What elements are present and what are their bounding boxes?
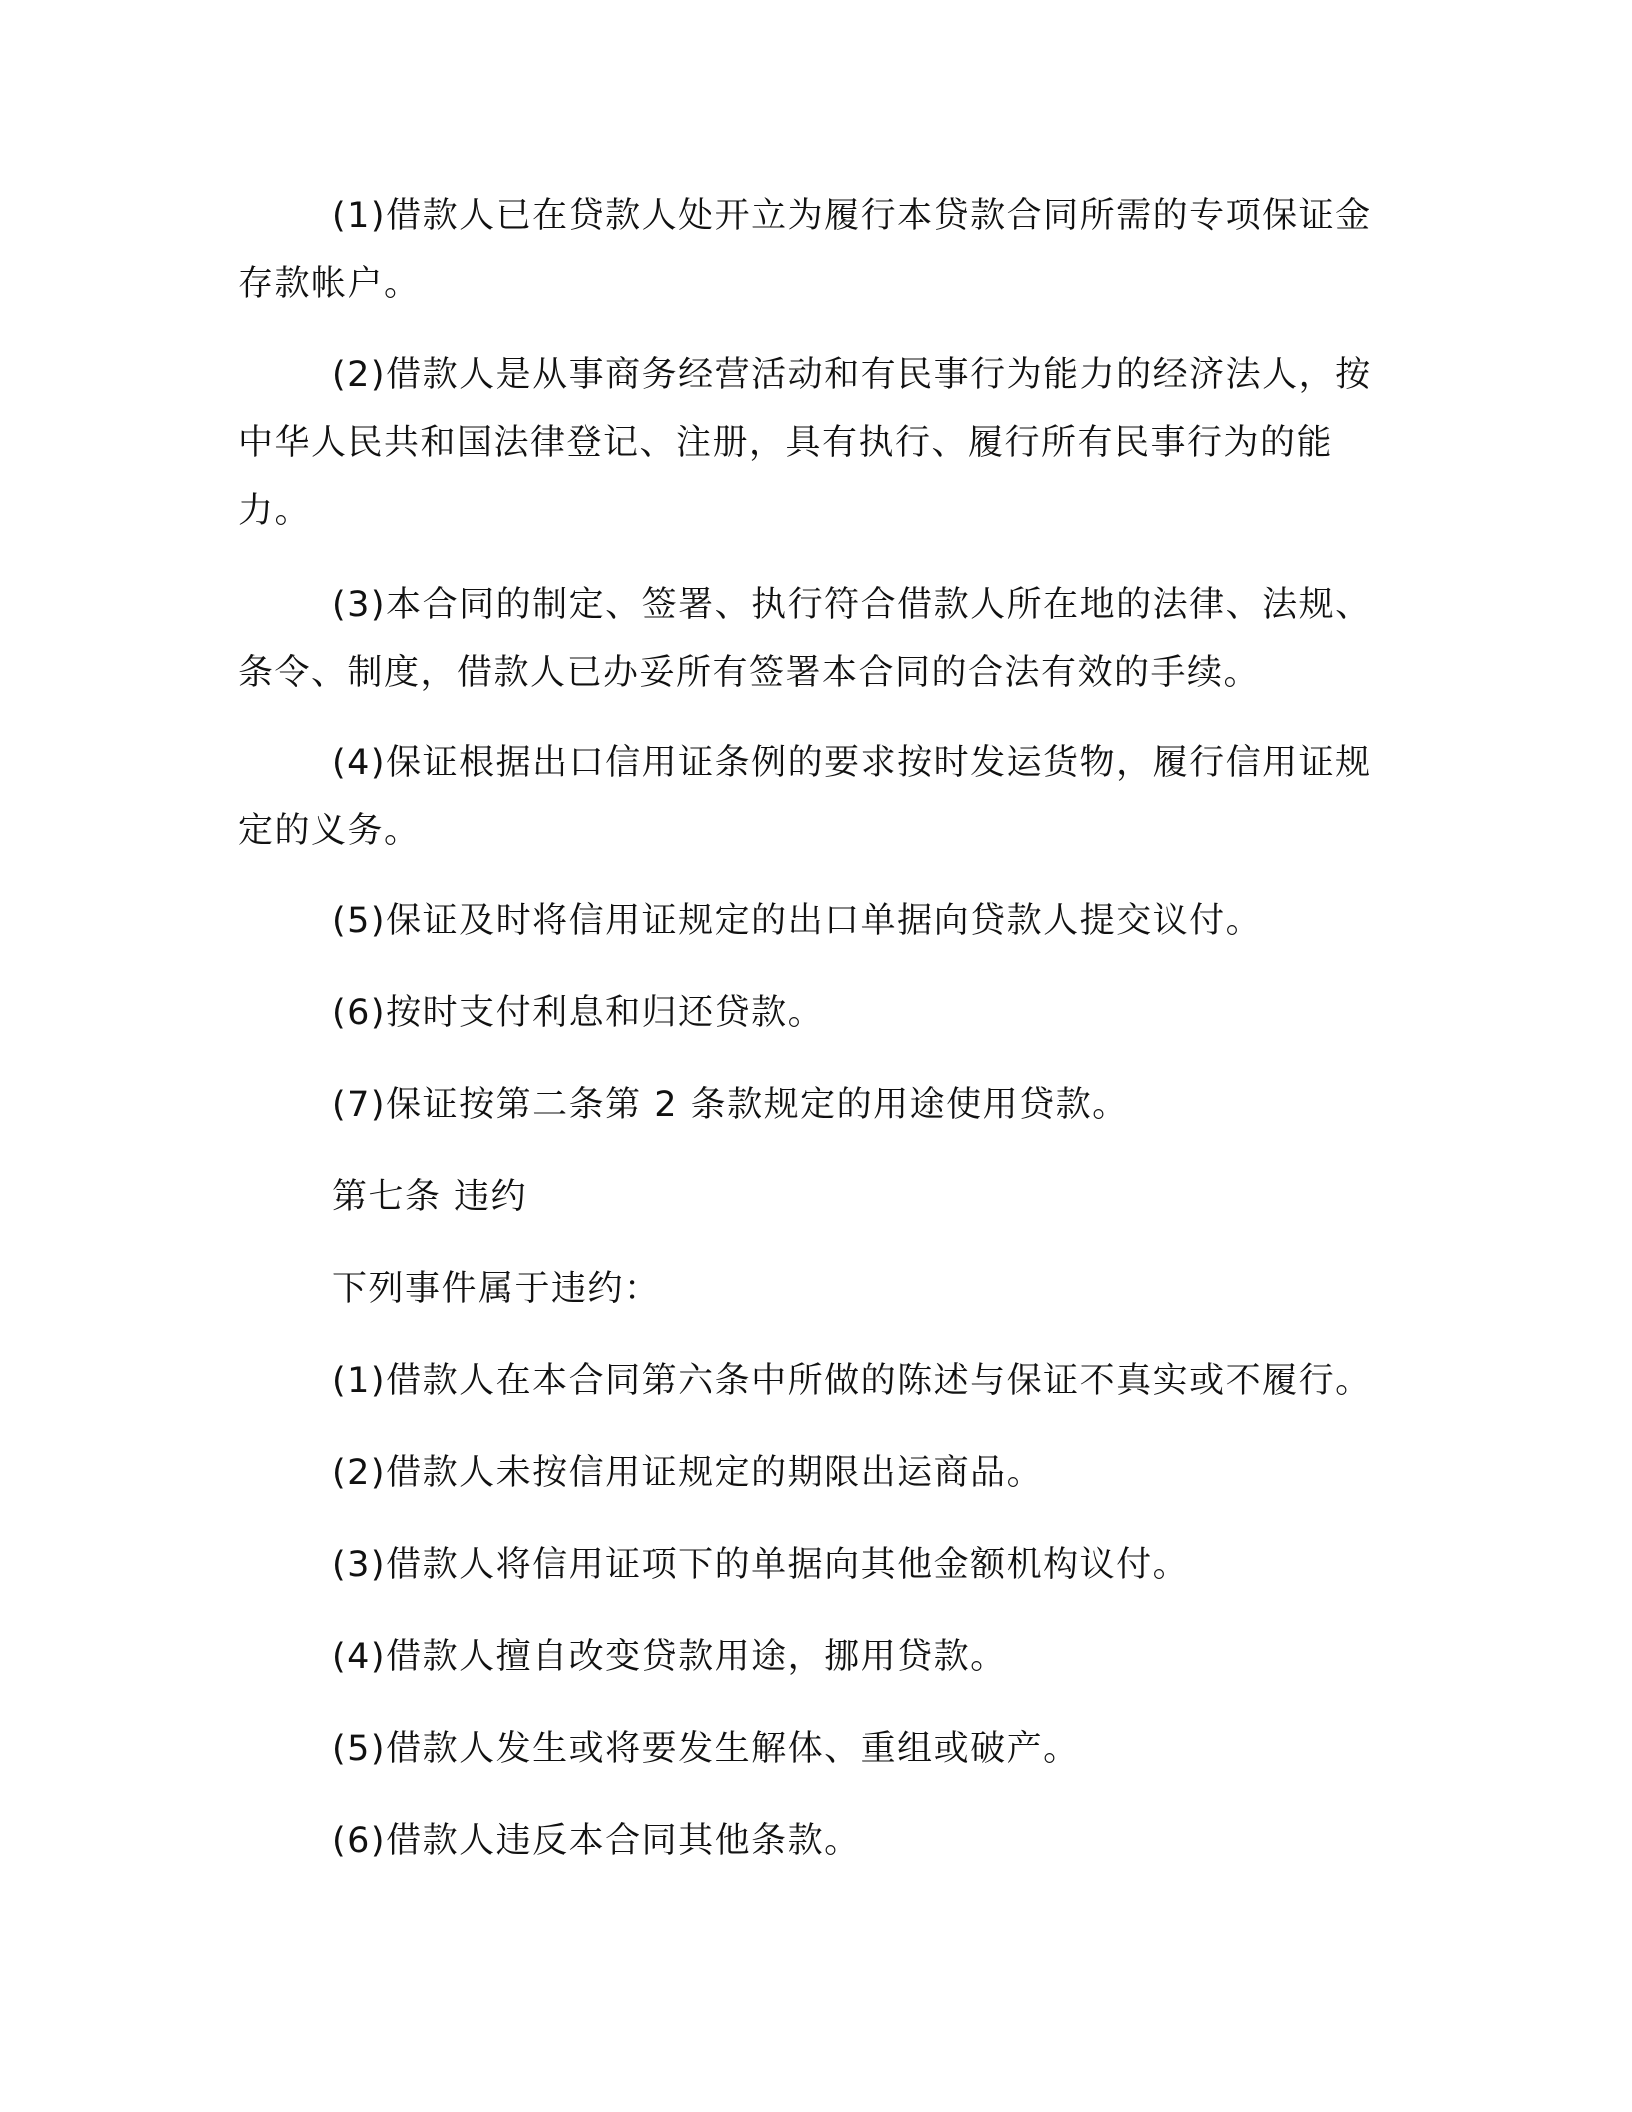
paragraph-7-5: (5)借款人发生或将要发生解体、重组或破产。 bbox=[332, 1729, 1080, 1769]
article-7-intro: 下列事件属于违约： bbox=[332, 1269, 661, 1309]
paragraph-6-4: (4)保证根据出口信用证条例的要求按时发运货物，履行信用证规定的义务。 bbox=[238, 743, 1372, 851]
paragraph-6-6: (6)按时支付利息和归还贷款。 bbox=[332, 993, 825, 1033]
paragraph-7-3: (3)借款人将信用证项下的单据向其他金额机构议付。 bbox=[332, 1545, 1190, 1585]
paragraph-6-7: (7)保证按第二条第 2 条款规定的用途使用贷款。 bbox=[332, 1085, 1129, 1125]
paragraph-7-1: (1)借款人在本合同第六条中所做的陈述与保证不真实或不履行。 bbox=[332, 1361, 1372, 1401]
paragraph-7-2: (2)借款人未按信用证规定的期限出运商品。 bbox=[332, 1453, 1044, 1493]
paragraph-7-6: (6)借款人违反本合同其他条款。 bbox=[332, 1821, 861, 1861]
paragraph-6-2: (2)借款人是从事商务经营活动和有民事行为能力的经济法人，按中华人民共和国法律登记、注册，具有执行、履行所有民事行为的能力。 bbox=[238, 355, 1372, 531]
paragraph-6-1: (1)借款人已在贷款人处开立为履行本贷款合同所需的专项保证金存款帐户。 bbox=[238, 196, 1372, 304]
article-7-heading: 第七条 违约 bbox=[332, 1177, 528, 1217]
paragraph-6-3: (3)本合同的制定、签署、执行符合借款人所在地的法律、法规、条令、制度，借款人已办妥所有签署本合同的合法有效的手续。 bbox=[238, 585, 1372, 693]
paragraph-6-5: (5)保证及时将信用证规定的出口单据向贷款人提交议付。 bbox=[332, 901, 1263, 941]
paragraph-7-4: (4)借款人擅自改变贷款用途，挪用贷款。 bbox=[332, 1637, 1007, 1677]
